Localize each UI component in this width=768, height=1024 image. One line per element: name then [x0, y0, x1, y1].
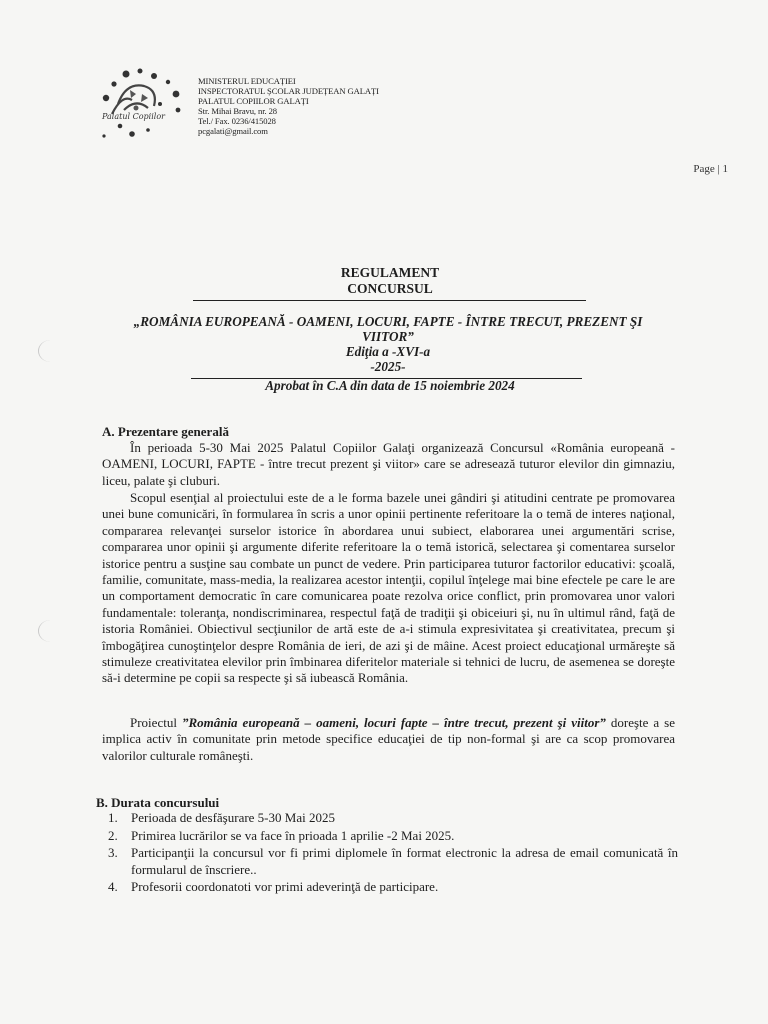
letterhead-email: pcgalati@gmail.com: [198, 126, 268, 136]
paragraph-rest: doreşte a se implica activ în comunitate prin metode specifice educaţiei de tip non-formal şi are ca scop promovarea valorilor culturale româneşti.: [102, 715, 676, 763]
edition: Ediţia a -XVI-a: [345, 344, 431, 359]
letterhead-line: MINISTERUL EDUCAȚIEI: [198, 76, 296, 86]
contest-name-line: VIITOR”: [362, 329, 414, 344]
section-a-heading: A. Prezentare generală: [102, 424, 229, 439]
document-title: REGULAMENT: [340, 265, 440, 280]
list-number: 1.: [108, 810, 118, 825]
page-number: Page | 1: [693, 163, 728, 175]
scan-mark: [38, 620, 63, 642]
paragraph-text: [102, 715, 675, 764]
section-a-paragraph-2: [102, 490, 675, 687]
section-a-paragraph-3: [102, 715, 675, 764]
logo-text: Palatul Copiilor: [102, 112, 165, 121]
list-item: [108, 810, 678, 827]
paragraph-text: Scopul esenţial al proiectului este de a le forma bazele unei gândiri şi atitudini centrate pe promovarea unei bune comunicări, în formularea în scris a unor opinii pertinente referitoare la o temă de interes naţional, compararea relevanţei surselor istorice în abordarea unui subiect, elaborarea unei argumentări scrise, compararea unor opinii şi argumente diferite referitoare la o temă istorică, selectarea şi comentarea surselor istorice pentru a susţine sau combate un punct de vedere. Prin participarea tuturor factorilor educativi: şcoală, familie, comunitate, mass-media, la realizarea acestor intenţii, copilul înţelege mai bine efectele pe care le are un comportament democratic în care comunicarea poate rezolva orice conflict, prin promovarea unor valori fundamentale: toleranţa, nondiscriminarea, respectul faţă de tradiţii şi obiceiuri şi, nu în ultimul rând, faţă de istoria României. Obiectivul secţiunilor de artă este de a-i stimula expresivitatea şi creativitatea, precum şi îmbogăţirea cunoştinţelor despre România de ieri, de azi şi de mâine. Acest proiect educaţional urmăreşte să stimuleze creativitatea elevilor prin îmbinarea diferitelor materiale si tehnici de lucru, de asemenea se doreşte să-i determine pe copii sa respecte şi să iubească România.: [102, 490, 675, 686]
paragraph-text: În perioada 5-30 Mai 2025 Palatul Copiilor Galaţi organizează Concursul «România europeană - OAMENI, LOCURI, FAPTE - între trecut prezent şi viitor» care se adresează tuturor elevilor din gimnaziu, liceu, palate şi cluburi.: [102, 440, 675, 488]
letterhead-line: PALATUL COPIILOR GALAȚI: [198, 96, 309, 106]
duration-list: [108, 810, 678, 896]
title-divider: [193, 300, 586, 301]
section-a-paragraph-1: [102, 440, 675, 489]
edition-year: -2025-: [370, 359, 406, 374]
list-text: Perioada de desfăşurare 5-30 Mai 2025: [131, 810, 335, 825]
approval-note: Aprobat în C.A din data de 15 noiembrie 2024: [265, 378, 515, 393]
scan-mark: [38, 340, 63, 362]
document-subtitle: CONCURSUL: [347, 281, 433, 296]
contest-name: [88, 314, 688, 374]
list-text: Participanţii la concursul vor fi primi diplomele în format electronic la adresa de email comunicată în formularul de înscriere..: [131, 845, 678, 877]
list-item: [108, 845, 678, 878]
contest-name-line: „ROMÂNIA EUROPEANĂ - OAMENI, LOCURI, FAPTE - ÎNTRE TRECUT, PREZENT ŞI: [133, 314, 643, 329]
letterhead-address: [198, 76, 379, 136]
paragraph-intro: Proiectul: [130, 715, 182, 730]
project-title: ”România europeană – oameni, locuri fapte – între trecut, prezent şi viitor”: [181, 715, 606, 730]
letterhead-line: INSPECTORATUL ȘCOLAR JUDEȚEAN GALAȚI: [198, 86, 379, 96]
list-number: 4.: [108, 879, 118, 895]
title-block: [150, 265, 630, 297]
list-item: [108, 828, 678, 845]
list-number: 2.: [108, 827, 118, 843]
list-item: [108, 879, 678, 896]
section-b-heading: B. Durata concursului: [96, 795, 220, 810]
letterhead-line: Str. Mihai Bravu, nr. 28: [198, 106, 278, 116]
list-number: 3.: [108, 845, 118, 861]
list-text: Profesorii coordonatoti vor primi adeverinţă de participare.: [131, 879, 439, 895]
letterhead-line: Tel./ Fax. 0236/415028: [198, 116, 276, 126]
palatul-copiilor-logo: [96, 64, 188, 146]
list-text: Primirea lucrărilor se va face în prioada 1 aprilie -2 Mai 2025.: [131, 827, 455, 843]
